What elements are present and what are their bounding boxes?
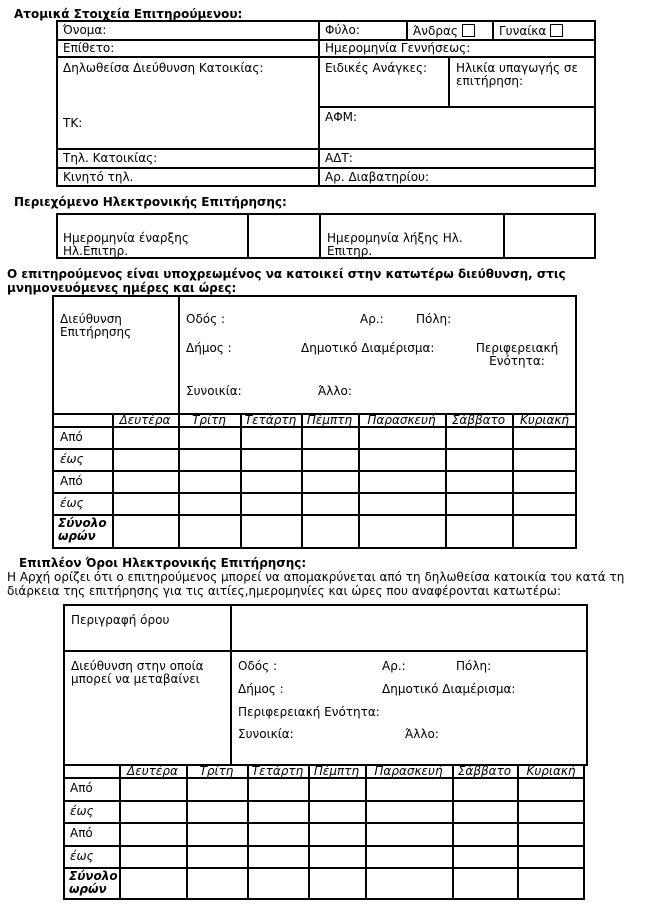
municipality-label: Δήμος : <box>238 682 284 696</box>
term-description-label: Περιγραφή όρου <box>71 613 170 627</box>
male-option[interactable] <box>413 24 475 38</box>
day-header: Κυριακή <box>519 413 570 427</box>
row-label-to: έως <box>60 496 84 510</box>
male-label: Άνδρας <box>413 24 458 38</box>
tax-id-label: ΑΦΜ: <box>325 110 358 124</box>
section-title-additional-terms: Επιπλέον Όροι Ηλεκτρονικής Επιτήρησης: <box>19 556 307 570</box>
home-phone-label: Τηλ. Κατοικίας: <box>63 151 158 165</box>
end-date-label: Ημερομηνία λήξης Ηλ. Επιτηρ. <box>327 231 463 258</box>
row-label-to: έως <box>70 849 94 863</box>
female-label: Γυναίκα <box>499 24 547 38</box>
row-label-total: Σύνολο ωρών <box>58 516 107 543</box>
number-label: Αρ.: <box>360 312 384 326</box>
mobile-label: Κινητό τηλ. <box>63 170 134 184</box>
other-label: Άλλο: <box>405 727 439 741</box>
postcode-label: ΤΚ: <box>63 116 83 130</box>
street-label: Οδός : <box>186 312 226 326</box>
other-label: Άλλο: <box>318 384 352 398</box>
regional-unit-label: Περιφερειακή Ενότητα: <box>238 705 380 719</box>
row-label-from: Από <box>60 430 83 444</box>
male-checkbox[interactable] <box>462 24 475 37</box>
female-option[interactable] <box>499 24 563 38</box>
day-header: Τρίτη <box>192 413 226 427</box>
birth-date-label: Ημερομηνία Γεννήσεως: <box>325 41 471 55</box>
day-header: Κυριακή <box>526 764 576 778</box>
day-header: Πέμπτη <box>313 764 360 778</box>
municipal-district-label: Δημοτικό Διαμέρισμα: <box>301 341 435 355</box>
day-header: Δευτέρα <box>119 413 171 427</box>
sex-label: Φύλο: <box>325 23 360 37</box>
row-label-from: Από <box>70 826 93 840</box>
row-label-from: Από <box>60 474 83 488</box>
section-title-personal: Ατομικά Στοιχεία Επιτηρούμενου: <box>14 7 243 21</box>
female-checkbox[interactable] <box>550 24 563 37</box>
day-header: Τετάρτη <box>244 413 297 427</box>
start-date-label: Ημερομηνία έναρξης Ηλ.Επιτηρ. <box>63 231 189 258</box>
day-header: Δευτέρα <box>127 764 178 778</box>
day-header: Πέμπτη <box>306 413 353 427</box>
day-header: Παρασκευή <box>374 764 443 778</box>
city-label: Πόλη: <box>416 312 452 326</box>
number-label: Αρ.: <box>382 659 406 673</box>
day-header: Σάββατο <box>451 413 506 427</box>
row-label-to: έως <box>60 452 84 466</box>
municipality-label: Δήμος : <box>186 341 232 355</box>
name-label: Όνομα: <box>63 23 107 37</box>
passport-label: Αρ. Διαβατηρίου: <box>325 170 430 184</box>
section-title-residence: Ο επιτηρούμενος είναι υποχρεωμένος να κατοικεί στην κατωτέρω διεύθυνση, στις μνημονευόμενες ημέρες και ώρες: <box>7 267 566 295</box>
street-label: Οδός : <box>238 659 278 673</box>
row-label-total: Σύνολο ωρών <box>69 869 118 896</box>
age-label: Ηλικία υπαγωγής σε επιτήρηση: <box>456 61 578 88</box>
id-card-label: ΑΔΤ: <box>325 151 353 165</box>
day-header: Τρίτη <box>199 764 234 778</box>
neighborhood-label: Συνοικία: <box>186 384 242 398</box>
move-address-label: Διεύθυνση στην οποία μπορεί να μεταβαίνει <box>71 659 204 686</box>
municipal-district-label: Δημοτικό Διαμέρισμα: <box>382 682 516 696</box>
residence-address-label: Διεύθυνση Επιτήρησης <box>60 312 132 339</box>
city-label: Πόλη: <box>456 659 492 673</box>
day-header: Τετάρτη <box>251 764 304 778</box>
day-header: Σάββατο <box>457 764 512 778</box>
row-label-from: Από <box>70 781 93 795</box>
section-title-monitoring: Περιεχόμενο Ηλεκτρονικής Επιτήρησης: <box>14 195 287 209</box>
special-needs-label: Ειδικές Ανάγκες: <box>325 61 428 75</box>
additional-terms-text: Η Αρχή ορίζει ότι ο επιτηρούμενος μπορεί να απομακρύνεται από τη δηλωθείσα κατοικία του κατά τη διάρκεια της επιτήρησης για τις αιτίες,ημερομηνίες και ώρες που αναφέρονται κατωτέρω: <box>7 570 625 598</box>
surname-label: Επίθετο: <box>63 41 115 55</box>
row-label-to: έως <box>70 804 94 818</box>
day-header: Παρασκευή <box>367 413 436 427</box>
address-label: Δηλωθείσα Διεύθυνση Κατοικίας: <box>63 61 264 75</box>
neighborhood-label: Συνοικία: <box>238 727 294 741</box>
regional-unit-label: Περιφερειακή Ενότητα: <box>475 341 559 368</box>
